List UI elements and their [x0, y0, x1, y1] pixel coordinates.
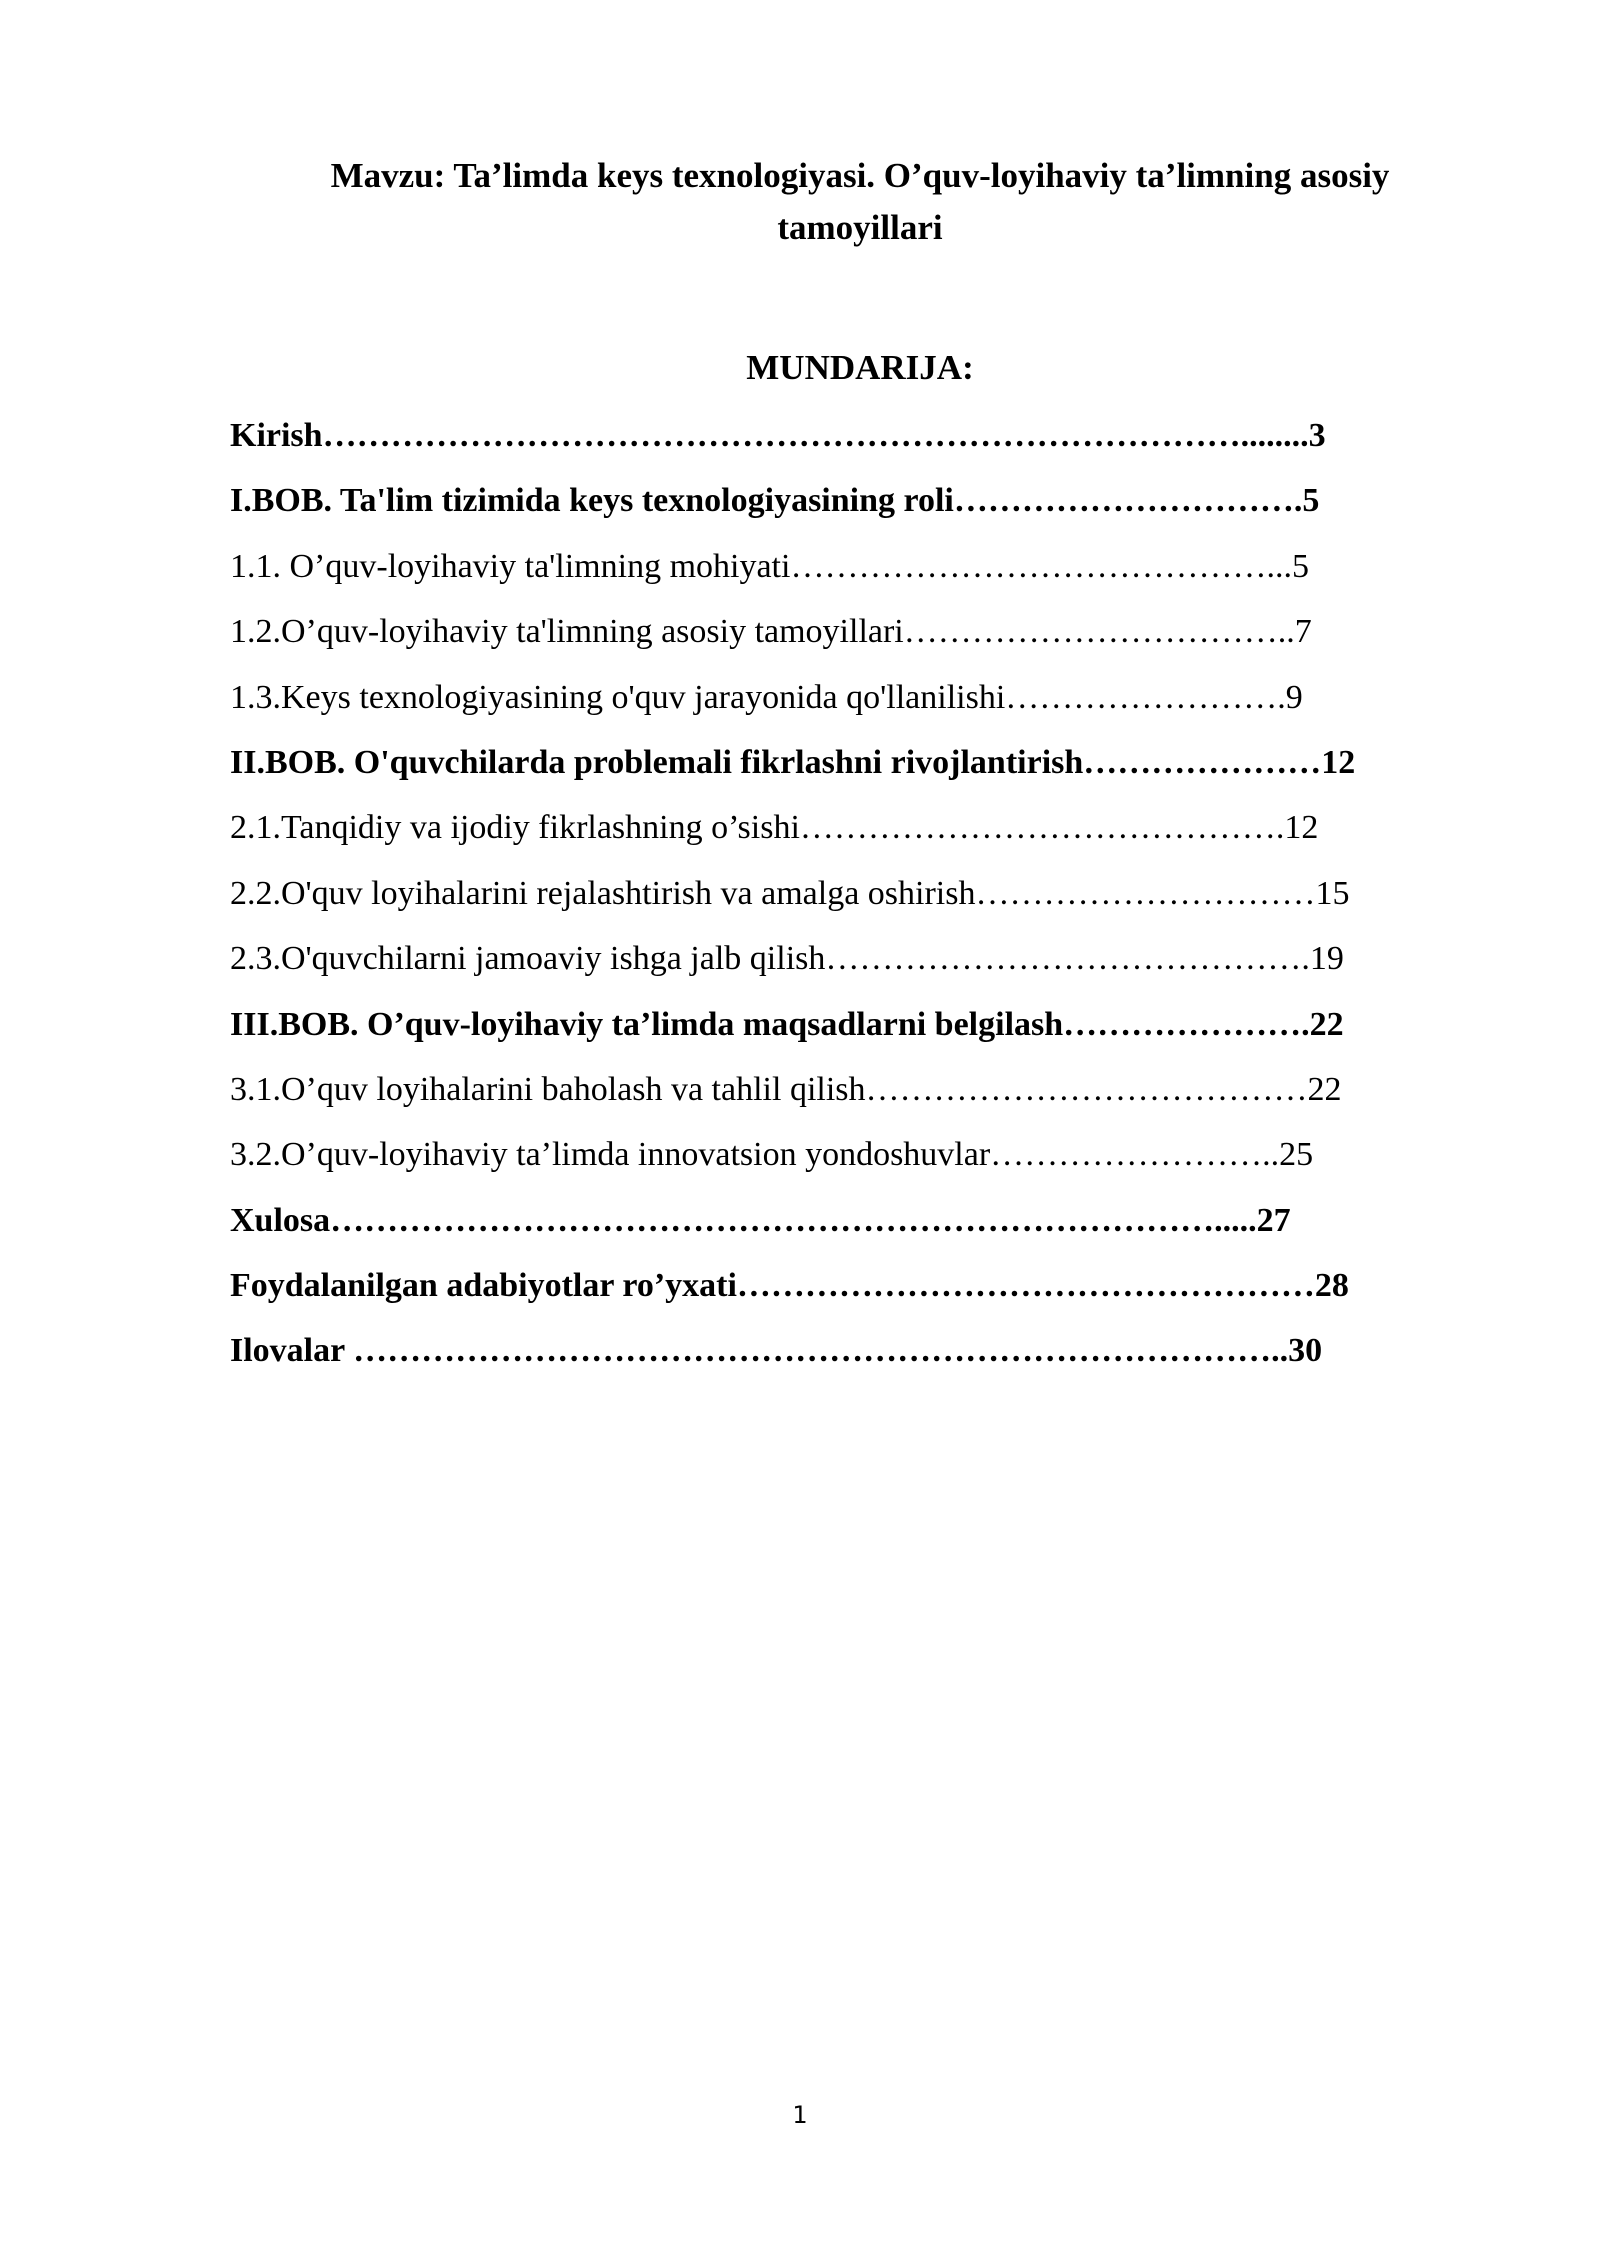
toc-entry-appendices: Ilovalar ………………………………………………………………………..30	[230, 1332, 1323, 1370]
toc-entry-section-1-2: 1.2.O’quv-loyihaviy ta'limning asosiy tamoyillari……………………………..7	[230, 613, 1312, 651]
toc-entry-chapter-2: II.BOB. O'quvchilarda problemali fikrlashni rivojlantirish…………………12	[230, 743, 1356, 781]
toc-entry-section-2-3: 2.3.O'quvchilarni jamoaviy ishga jalb qilish…………………………………….19	[230, 940, 1344, 978]
toc-entry-chapter-3: III.BOB. O’quv-loyihaviy ta’limda maqsadlarni belgilash………………….22	[230, 1005, 1344, 1043]
toc-entry-references: Foydalanilgan adabiyotlar ro’yxati……………………………………………28	[230, 1267, 1349, 1305]
toc-heading: MUNDARIJA:	[746, 348, 974, 387]
toc-entry-introduction: Kirish………………………………………………………………………........3	[230, 417, 1326, 454]
page-number: 1	[792, 2101, 808, 2129]
toc-entry-section-2-2: 2.2.O'quv loyihalarini rejalashtirish va amalga oshirish…………………………15	[230, 874, 1350, 912]
toc-entry-section-3-2: 3.2.O’quv-loyihaviy ta’limda innovatsion yondoshuvlar……………………..25	[230, 1136, 1314, 1174]
toc-entry-conclusion: Xulosa…………………………………………………………………….....27	[230, 1201, 1291, 1239]
toc-entry-section-1-1: 1.1. O’quv-loyihaviy ta'limning mohiyati……………………………………...5	[230, 547, 1309, 585]
toc-entry-section-2-1: 2.1.Tanqidiy va ijodiy fikrlashning o’sishi…………………………………….12	[230, 809, 1319, 847]
toc-entry-section-1-3: 1.3.Keys texnologiyasining o'quv jarayonida qo'llanilishi…………………….9	[230, 678, 1303, 716]
table-of-contents	[230, 410, 1530, 1391]
toc-entry-section-3-1: 3.1.O’quv loyihalarini baholash va tahlil qilish…………………………………22	[230, 1070, 1342, 1108]
document-title: Mavzu: Ta’limda keys texnologiyasi. O’quv-loyihaviy ta’limning asosiy tamoyillari	[330, 156, 1390, 247]
toc-entry-chapter-1: I.BOB. Ta'lim tizimida keys texnologiyasining roli………………………….5	[230, 482, 1320, 520]
